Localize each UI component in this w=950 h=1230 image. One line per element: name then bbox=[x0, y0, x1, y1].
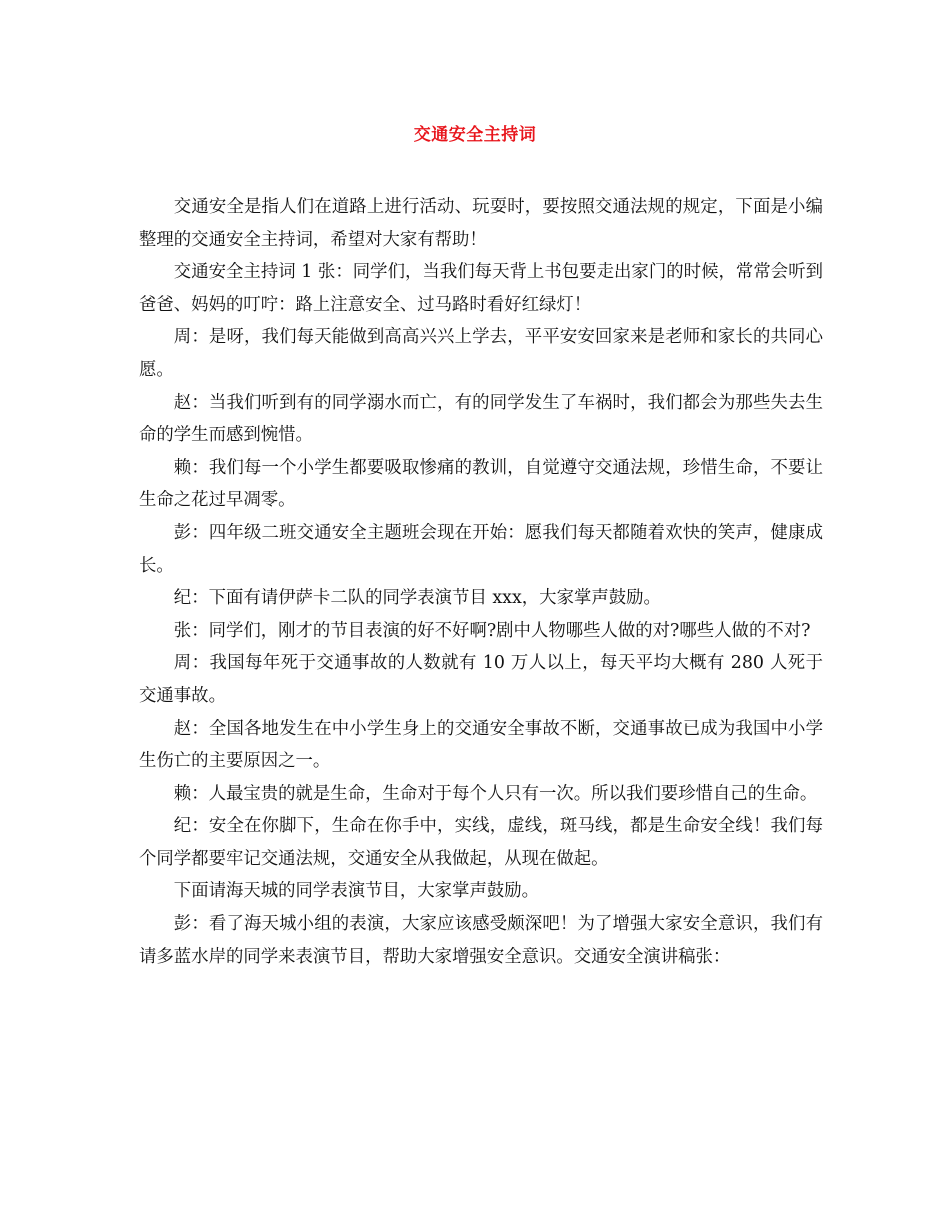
paragraph: 赵：全国各地发生在中小学生身上的交通安全事故不断，交通事故已成为我国中小学生伤亡的主要原因之一。 bbox=[139, 718, 823, 772]
paragraph: 周：我国每年死于交通事故的人数就有 10 万人以上，每天平均大概有 280 人死于交通事故。 bbox=[139, 653, 823, 706]
paragraph: 交通安全主持词 1 张：同学们，当我们每天背上书包要走出家门的时候，常常会听到爸爸、妈妈的叮咛：路上注意安全、过马路时看好红绿灯！ bbox=[139, 262, 823, 315]
paragraph: 交通安全是指人们在道路上进行活动、玩耍时，要按照交通法规的规定，下面是小编整理的交通安全主持词，希望对大家有帮助！ bbox=[139, 197, 823, 250]
paragraph: 彭：看了海天城小组的表演，大家应该感受颇深吧！为了增强大家安全意识，我们有请多蓝水岸的同学来表演节目，帮助大家增强安全意识。交通安全演讲稿张： bbox=[139, 914, 823, 967]
paragraph: 纪：安全在你脚下，生命在你手中，实线，虚线，斑马线，都是生命安全线！我们每个同学都要牢记交通法规，交通安全从我做起，从现在做起。 bbox=[139, 816, 823, 869]
paragraph: 张：同学们，刚才的节目表演的好不好啊?剧中人物哪些人做的对?哪些人做的不对? bbox=[173, 620, 811, 641]
paragraph: 纪：下面有请伊萨卡二队的同学表演节目 xxx，大家掌声鼓励。 bbox=[173, 588, 661, 609]
paragraph: 彭：四年级二班交通安全主题班会现在开始：愿我们每天都随着欢快的笑声，健康成长。 bbox=[139, 522, 823, 576]
paragraph: 赖：人最宝贵的就是生命，生命对于每个人只有一次。所以我们要珍惜自己的生命。 bbox=[173, 783, 818, 804]
paragraph: 赵：当我们听到有的同学溺水而亡，有的同学发生了车祸时，我们都会为那些失去生命的学生而感到惋惜。 bbox=[139, 392, 823, 446]
paragraph: 下面请海天城的同学表演节目，大家掌声鼓励。 bbox=[173, 881, 540, 902]
document-title: 交通安全主持词 bbox=[413, 125, 537, 145]
document-body bbox=[139, 191, 823, 973]
paragraph: 赖：我们每一个小学生都要吸取惨痛的教训，自觉遵守交通法规，珍惜生命，不要让生命之花过早凋零。 bbox=[139, 457, 823, 511]
paragraph: 周：是呀，我们每天能做到高高兴兴上学去，平平安安回家来是老师和家长的共同心愿。 bbox=[139, 327, 823, 380]
